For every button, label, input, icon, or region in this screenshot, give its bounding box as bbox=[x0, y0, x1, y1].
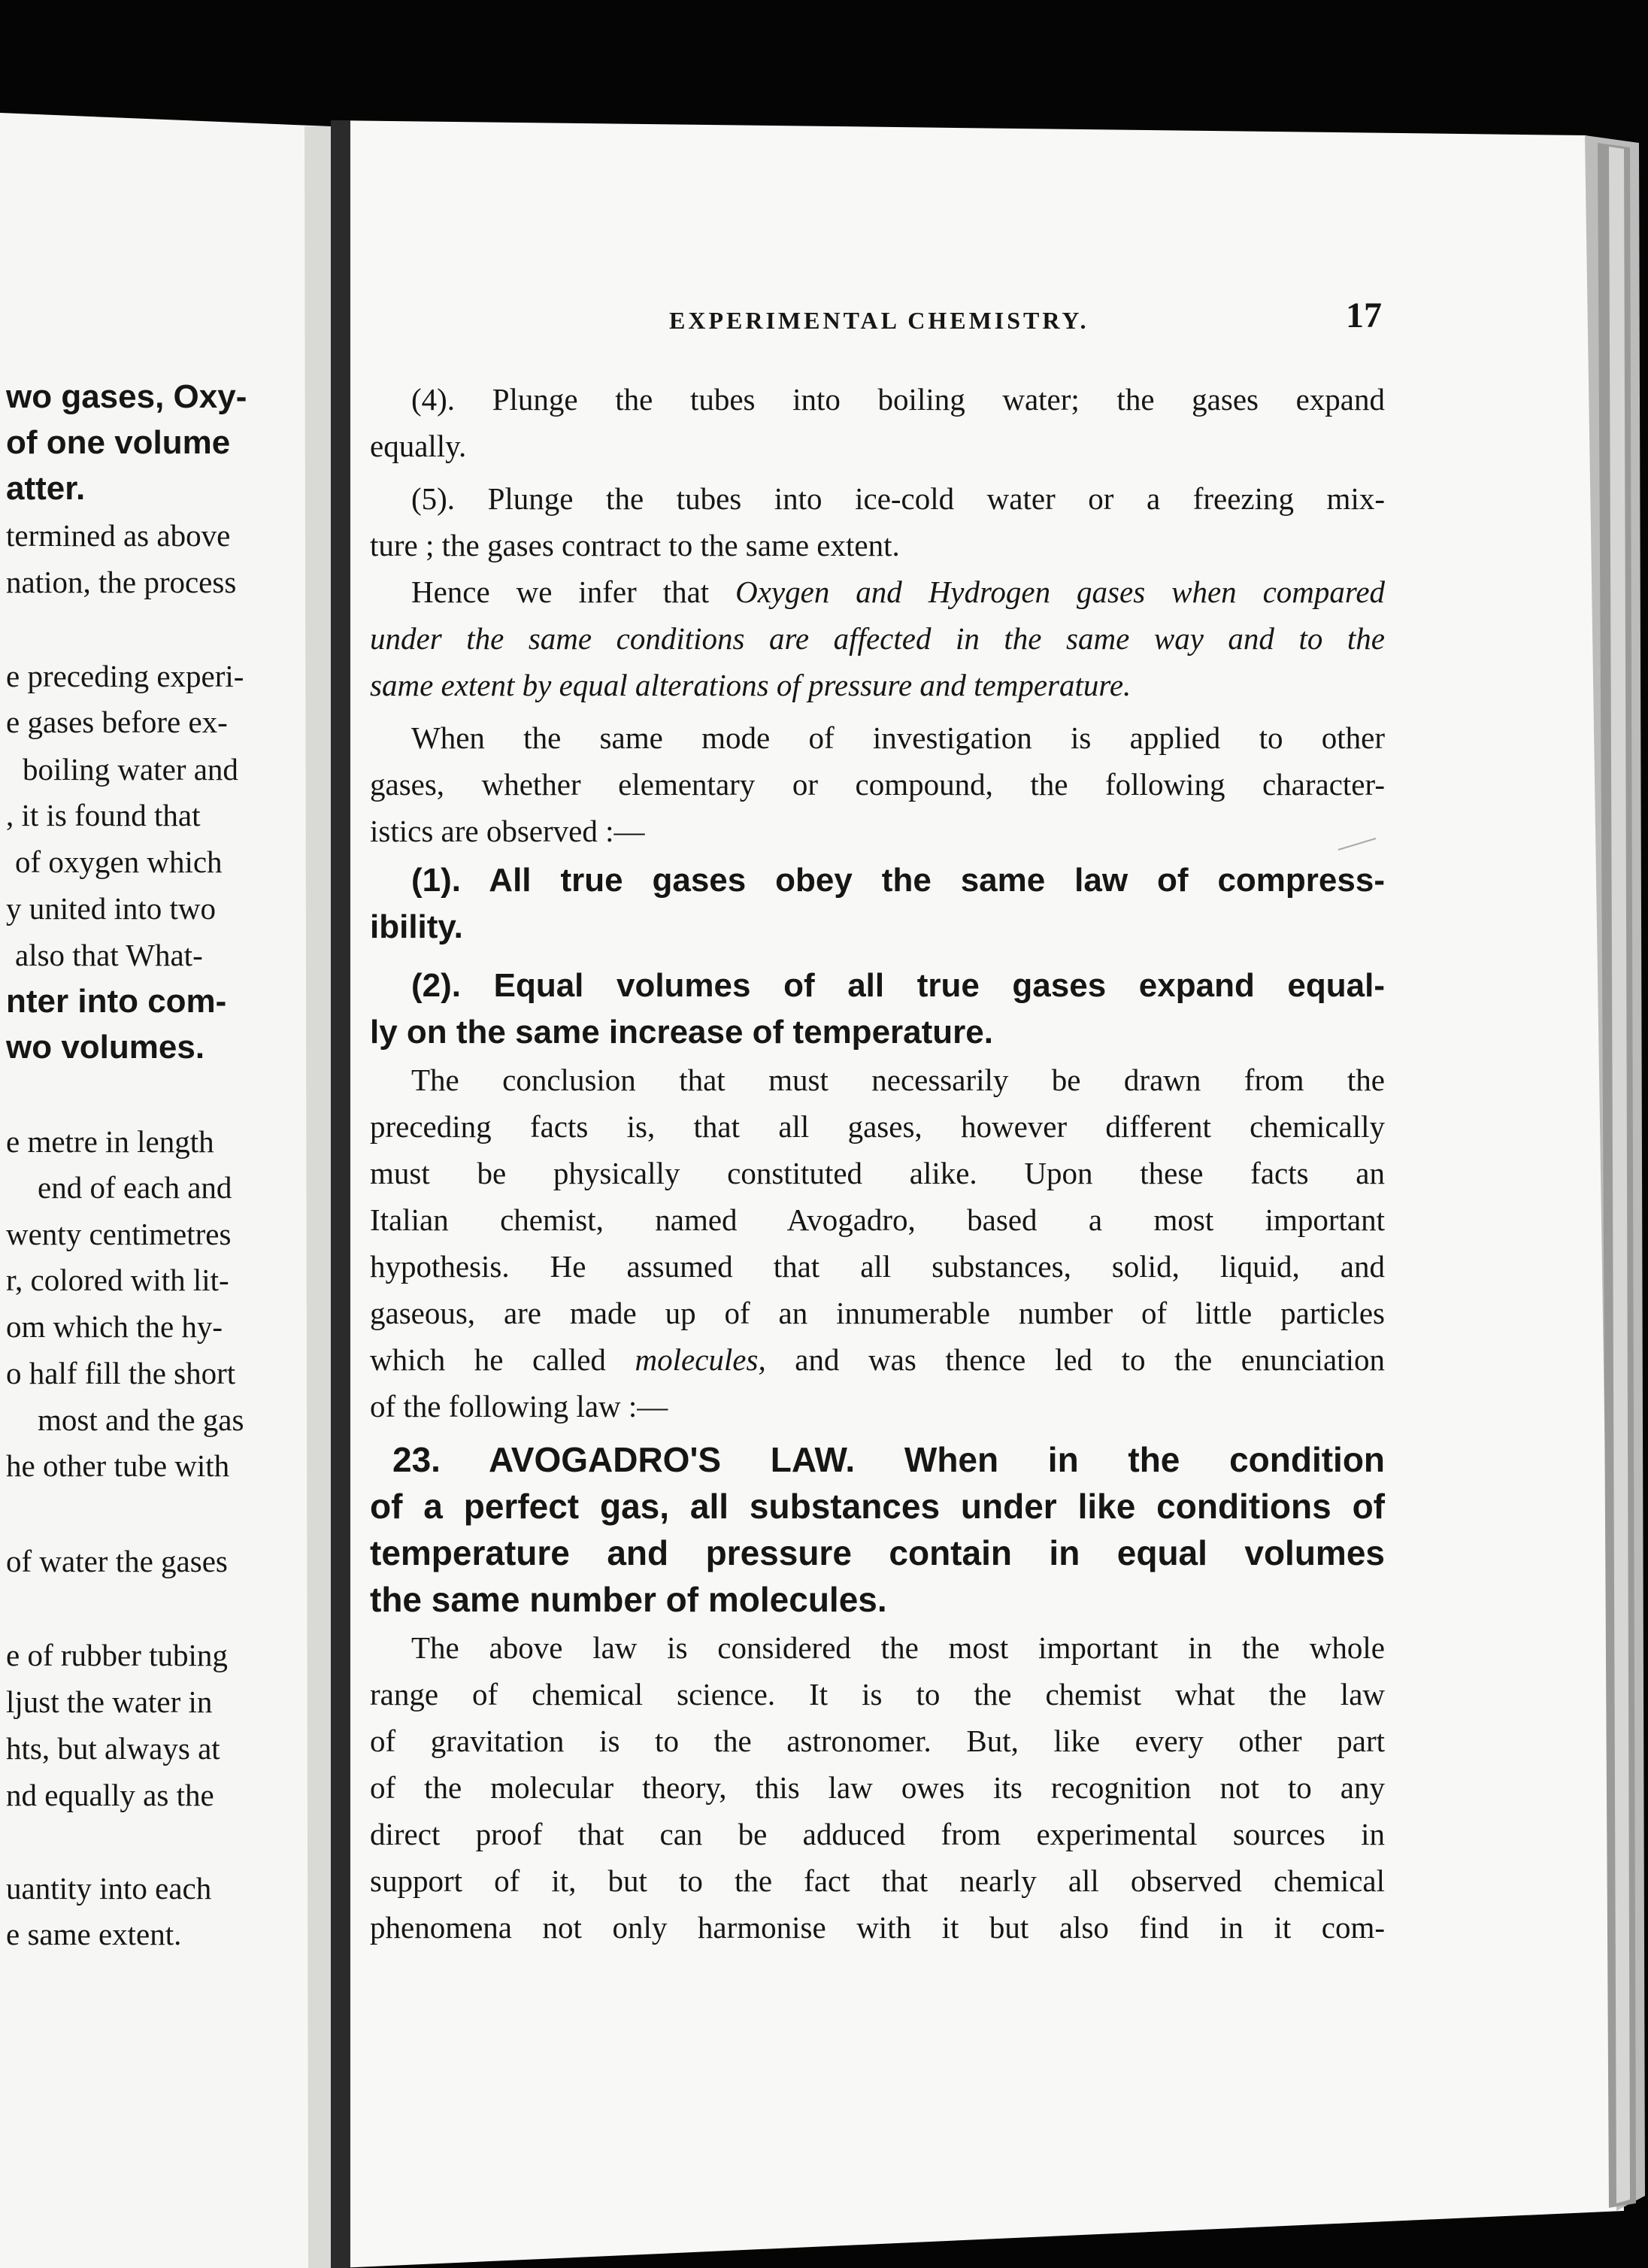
conclusion-text: The conclusion that must necessarily be drawn from the bbox=[411, 1063, 1385, 1097]
left-line: termined as above bbox=[6, 518, 231, 553]
step-5-text-2: ture ; the gases contract to the same extent. bbox=[370, 528, 900, 562]
conclusion-text-5: hypothesis. He assumed that all substances, solid, liquid, and bbox=[370, 1249, 1385, 1284]
left-line: wenty centimetres bbox=[6, 1217, 232, 1251]
step-5 bbox=[370, 475, 1385, 569]
closing-text-3: of gravitation is to the astronomer. But, like every other part bbox=[370, 1724, 1385, 1758]
inference-italic-3: same extent by equal alterations of pressure and temperature. bbox=[370, 668, 1131, 702]
law-2-text-2: ly on the same increase of temperature. bbox=[370, 1014, 993, 1051]
conclusion-molecules: molecules, bbox=[635, 1342, 766, 1377]
step-5-text: Plunge the tubes into ice-cold water or a freezing mix- bbox=[487, 481, 1385, 516]
left-line: wo gases, Oxy- bbox=[6, 378, 247, 415]
left-line: y united into two bbox=[6, 891, 217, 926]
left-line: hts, but always at bbox=[6, 1731, 220, 1766]
closing-text-7: phenomena not only harmonise with it but also find in it com- bbox=[370, 1910, 1385, 1945]
conclusion-text-4: Italian chemist, named Avogadro, based a most important bbox=[370, 1202, 1385, 1237]
left-line: nd equally as the bbox=[6, 1778, 214, 1812]
closing-text-2: range of chemical science. It is to the chemist what the law bbox=[370, 1677, 1385, 1712]
law-2 bbox=[370, 963, 1385, 1056]
step-4 bbox=[370, 376, 1385, 469]
avogadro-statement-3: temperature and pressure contain in equal volumes bbox=[370, 1533, 1385, 1572]
closing-text: The above law is considered the most important in the whole bbox=[411, 1630, 1385, 1665]
avogadro-statement: When in the condition bbox=[904, 1440, 1386, 1479]
conclusion-text-3: must be physically constituted alike. Upon these facts an bbox=[370, 1156, 1385, 1190]
section-number: 23. bbox=[392, 1440, 441, 1479]
step-4-text-2: equally. bbox=[370, 429, 467, 463]
running-head: EXPERIMENTAL CHEMISTRY. bbox=[669, 307, 1089, 334]
closing-paragraph bbox=[370, 1624, 1385, 1951]
left-line: boiling water and bbox=[23, 752, 238, 787]
left-line: atter. bbox=[6, 470, 86, 507]
conclusion-text-6: gaseous, are made up of an innumerable number of little particles bbox=[370, 1296, 1385, 1330]
law-1-text-2: ibility. bbox=[370, 908, 463, 945]
law-1-label: (1). bbox=[411, 862, 461, 899]
avogadro-law bbox=[370, 1436, 1385, 1623]
law-1 bbox=[370, 857, 1385, 951]
left-line: also that What- bbox=[15, 938, 203, 972]
step-4-label: (4). bbox=[411, 382, 456, 417]
investigation-text-2: gases, whether elementary or compound, the following character- bbox=[370, 767, 1385, 802]
step-4-text: Plunge the tubes into boiling water; the gases expand bbox=[492, 382, 1385, 417]
law-2-label: (2). bbox=[411, 967, 461, 1004]
law-1-text: All true gases obey the same law of compress- bbox=[489, 862, 1385, 899]
left-line: uantity into each bbox=[6, 1871, 212, 1906]
left-line: most and the gas bbox=[38, 1402, 244, 1437]
avogadro-statement-2: of a perfect gas, all substances under like conditions of bbox=[370, 1487, 1385, 1526]
conclusion-text-2: preceding facts is, that all gases, however different chemically bbox=[370, 1109, 1385, 1144]
inference-italic-2: under the same conditions are affected in the same way and to the bbox=[370, 621, 1385, 656]
left-line: e metre in length bbox=[6, 1124, 214, 1159]
avogadro-statement-4: the same number of molecules. bbox=[370, 1580, 887, 1619]
inference-italic: Oxygen and Hydrogen gases when compared bbox=[735, 575, 1386, 609]
left-line: of oxygen which bbox=[15, 844, 223, 879]
left-line: end of each and bbox=[38, 1170, 232, 1205]
investigation-text-3: istics are observed :— bbox=[370, 814, 645, 848]
investigation-paragraph bbox=[370, 714, 1385, 854]
left-line: , it is found that bbox=[6, 798, 201, 832]
left-line: e gases before ex- bbox=[6, 705, 228, 739]
left-line: e of rubber tubing bbox=[6, 1638, 228, 1672]
section-title: AVOGADRO'S LAW. bbox=[488, 1440, 856, 1479]
left-line: r, colored with lit- bbox=[6, 1263, 229, 1297]
left-line: e same extent. bbox=[6, 1917, 182, 1951]
left-line: he other tube with bbox=[6, 1448, 230, 1483]
inference-paragraph bbox=[370, 569, 1385, 708]
investigation-text: When the same mode of investigation is applied to other bbox=[411, 720, 1385, 755]
closing-text-4: of the molecular theory, this law owes its recognition not to any bbox=[370, 1770, 1385, 1805]
inference-lead: Hence we infer that bbox=[411, 575, 710, 609]
page-number: 17 bbox=[1346, 296, 1382, 335]
closing-text-6: support of it, but to the fact that nearly all observed chemical bbox=[370, 1863, 1385, 1898]
left-page-shadow bbox=[304, 126, 335, 2268]
left-line: nter into com- bbox=[6, 983, 227, 1020]
law-2-text: Equal volumes of all true gases expand equal- bbox=[493, 967, 1385, 1004]
left-line: o half fill the short bbox=[6, 1356, 236, 1390]
book-spine bbox=[331, 120, 350, 2268]
conclusion-text-7b: and was thence led to the enunciation bbox=[795, 1342, 1386, 1377]
left-line: of water the gases bbox=[6, 1544, 228, 1578]
left-line: om which the hy- bbox=[6, 1309, 223, 1344]
conclusion-text-8: of the following law :— bbox=[370, 1389, 668, 1424]
left-line: ljust the water in bbox=[6, 1684, 213, 1719]
conclusion-text-7a: which he called bbox=[370, 1342, 606, 1377]
closing-text-5: direct proof that can be adduced from experimental sources in bbox=[370, 1817, 1385, 1851]
step-5-label: (5). bbox=[411, 481, 456, 516]
conclusion-paragraph bbox=[370, 1057, 1385, 1430]
left-line: e preceding experi- bbox=[6, 659, 244, 693]
left-line: nation, the process bbox=[6, 565, 237, 599]
left-line: wo volumes. bbox=[6, 1029, 205, 1066]
left-line: of one volume bbox=[6, 424, 231, 461]
